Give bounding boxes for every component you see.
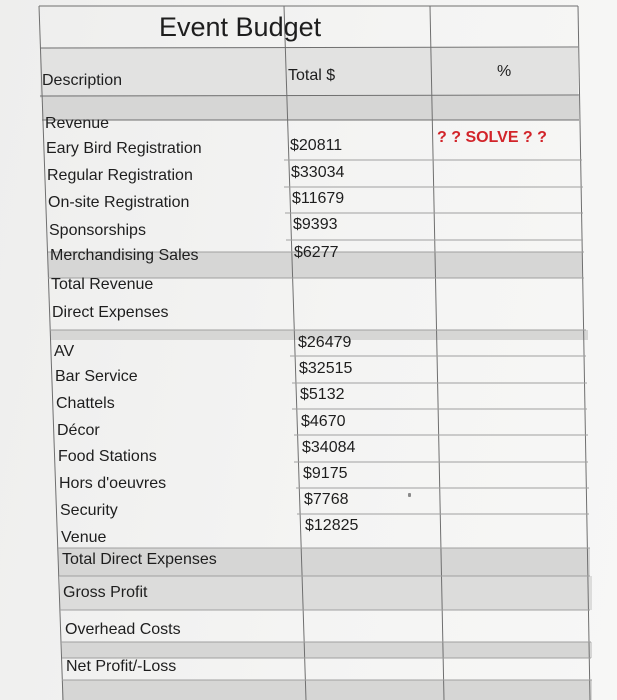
row-label-hors: Hors d'oeuvres	[59, 475, 167, 492]
row-value-security: $7768	[304, 491, 349, 508]
header-total: Total $	[288, 67, 336, 84]
row-label-security: Security	[60, 502, 118, 519]
row-label-chattels: Chattels	[56, 395, 115, 412]
header-percent: %	[497, 63, 512, 80]
row-label-total-revenue: Total Revenue	[51, 276, 154, 293]
row-value-regular: $33034	[291, 164, 345, 181]
row-label-food: Food Stations	[58, 448, 157, 465]
row-value-early-bird: $20811	[290, 137, 343, 154]
row-label-overhead: Overhead Costs	[65, 621, 181, 638]
row-label-merch: Merchandising Sales	[50, 247, 199, 264]
row-value-hors: $9175	[303, 465, 348, 482]
header-description: Description	[42, 72, 123, 89]
section-revenue: Revenue	[45, 115, 110, 132]
page-title: Event Budget	[159, 12, 322, 42]
row-label-onsite: On-site Registration	[48, 194, 190, 211]
row-value-onsite: $11679	[292, 190, 345, 207]
row-label-total-direct: Total Direct Expenses	[62, 551, 217, 568]
cursor-mark	[408, 493, 411, 497]
row-label-venue: Venue	[61, 529, 107, 546]
row-label-early-bird: Eary Bird Registration	[46, 140, 202, 157]
section-direct-expenses: Direct Expenses	[52, 304, 169, 321]
row-value-sponsorships: $9393	[293, 216, 338, 233]
row-label-decor: Décor	[57, 422, 100, 439]
row-label-gross-profit: Gross Profit	[63, 584, 148, 601]
row-value-chattels: $5132	[300, 386, 345, 403]
row-label-regular: Regular Registration	[47, 167, 193, 184]
row-label-sponsorships: Sponsorships	[49, 222, 146, 239]
row-value-venue: $12825	[305, 517, 359, 534]
row-value-food: $34084	[302, 439, 356, 456]
row-label-bar: Bar Service	[55, 368, 138, 385]
row-label-net-profit: Net Profit/-Loss	[66, 658, 177, 675]
row-value-bar: $32515	[299, 360, 353, 377]
row-value-av: $26479	[298, 334, 352, 351]
row-value-decor: $4670	[301, 413, 346, 430]
solve-note: ? ? SOLVE ? ?	[437, 129, 547, 146]
row-label-av: AV	[54, 343, 75, 360]
row-value-merch: $6277	[294, 244, 339, 261]
